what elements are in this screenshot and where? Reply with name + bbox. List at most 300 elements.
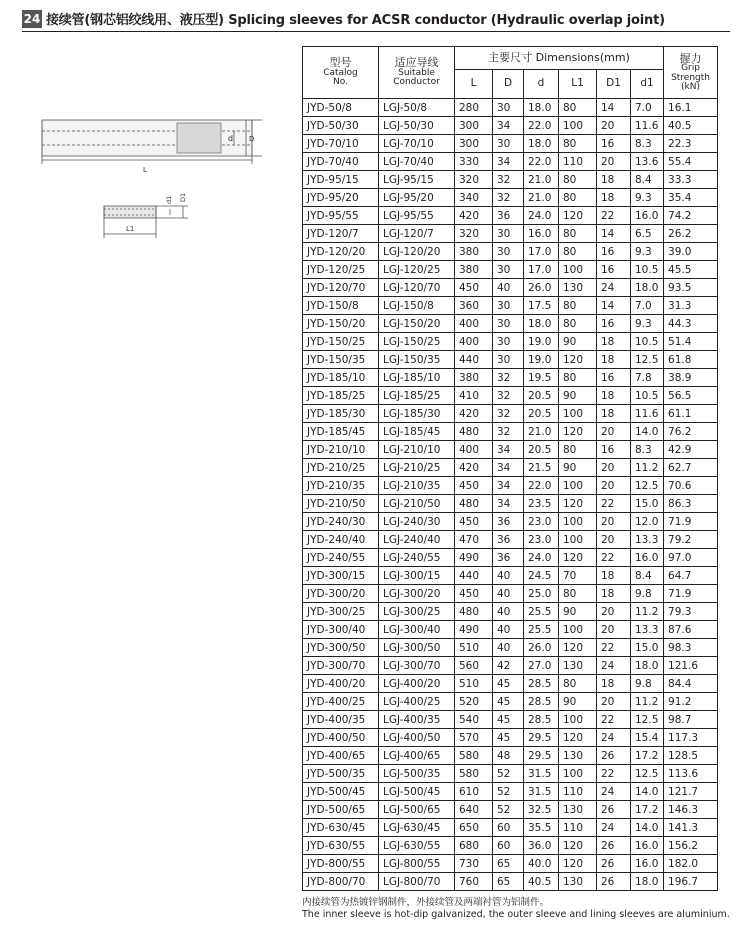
table-cell: 18 — [597, 585, 631, 603]
table-cell: 480 — [455, 495, 493, 513]
table-cell: 10.5 — [631, 387, 664, 405]
table-cell: 540 — [455, 711, 493, 729]
table-cell: 52 — [493, 783, 524, 801]
table-cell: 91.2 — [664, 693, 718, 711]
table-cell: JYD-50/8 — [303, 99, 379, 117]
table-cell: 61.1 — [664, 405, 718, 423]
table-cell: 22 — [597, 765, 631, 783]
table-row — [303, 351, 718, 369]
table-row — [303, 531, 718, 549]
table-cell: 14.0 — [631, 819, 664, 837]
table-cell: 110 — [559, 153, 597, 171]
table-cell: LGJ-50/8 — [379, 99, 455, 117]
table-cell: 9.3 — [631, 243, 664, 261]
table-row — [303, 783, 718, 801]
table-cell: LGJ-210/50 — [379, 495, 455, 513]
table-cell: 450 — [455, 585, 493, 603]
table-cell: LGJ-210/25 — [379, 459, 455, 477]
table-cell: 490 — [455, 621, 493, 639]
table-cell: 24.0 — [524, 207, 559, 225]
table-cell: 70.6 — [664, 477, 718, 495]
table-cell: LGJ-300/40 — [379, 621, 455, 639]
table-row — [303, 135, 718, 153]
table-cell: LGJ-400/65 — [379, 747, 455, 765]
table-cell: 90 — [559, 333, 597, 351]
header-catalog: 型号 Catalog No. — [303, 47, 379, 99]
table-row — [303, 765, 718, 783]
table-cell: 16.0 — [631, 549, 664, 567]
table-cell: 18 — [597, 387, 631, 405]
table-cell: 80 — [559, 171, 597, 189]
table-cell: 16 — [597, 315, 631, 333]
table-cell: 35.4 — [664, 189, 718, 207]
table-cell: 7.0 — [631, 297, 664, 315]
table-cell: 40 — [493, 279, 524, 297]
table-cell: 16.0 — [631, 855, 664, 873]
table-cell: LGJ-800/70 — [379, 873, 455, 891]
table-row — [303, 333, 718, 351]
table-cell: JYD-300/15 — [303, 567, 379, 585]
table-cell: 9.3 — [631, 189, 664, 207]
section-title: 接续管(钢芯铝绞线用、液压型) Splicing sleeves for ACSR conductor (Hydraulic overlap joint) — [46, 13, 665, 28]
table-cell: 26.0 — [524, 639, 559, 657]
table-cell: 520 — [455, 693, 493, 711]
table-cell: 20 — [597, 621, 631, 639]
table-row — [303, 693, 718, 711]
section-header — [22, 9, 665, 28]
table-cell: 320 — [455, 171, 493, 189]
table-cell: JYD-500/65 — [303, 801, 379, 819]
table-row — [303, 729, 718, 747]
table-cell: 380 — [455, 369, 493, 387]
table-cell: 25.5 — [524, 621, 559, 639]
table-cell: 8.4 — [631, 567, 664, 585]
table-cell: 680 — [455, 837, 493, 855]
table-row — [303, 189, 718, 207]
table-cell: LGJ-240/30 — [379, 513, 455, 531]
table-cell: 22.0 — [524, 477, 559, 495]
table-cell: 19.5 — [524, 369, 559, 387]
table-cell: 100 — [559, 405, 597, 423]
table-cell: 30 — [493, 315, 524, 333]
table-cell: 640 — [455, 801, 493, 819]
table-cell: JYD-400/35 — [303, 711, 379, 729]
table-cell: 21.0 — [524, 171, 559, 189]
table-cell: 24.5 — [524, 567, 559, 585]
table-cell: 19.0 — [524, 351, 559, 369]
table-cell: LGJ-500/65 — [379, 801, 455, 819]
table-cell: JYD-95/20 — [303, 189, 379, 207]
table-row — [303, 117, 718, 135]
table-cell: 60 — [493, 837, 524, 855]
table-cell: 117.3 — [664, 729, 718, 747]
table-row — [303, 171, 718, 189]
table-cell: JYD-240/30 — [303, 513, 379, 531]
table-cell: 31.5 — [524, 765, 559, 783]
dim-label-L1: L1 — [126, 225, 135, 233]
table-cell: 320 — [455, 225, 493, 243]
table-cell: JYD-185/25 — [303, 387, 379, 405]
table-cell: 11.6 — [631, 405, 664, 423]
table-cell: 24 — [597, 279, 631, 297]
table-cell: 65 — [493, 855, 524, 873]
table-cell: 10.5 — [631, 333, 664, 351]
table-cell: 20.5 — [524, 405, 559, 423]
table-cell: 70 — [559, 567, 597, 585]
table-cell: 26 — [597, 873, 631, 891]
table-cell: 20 — [597, 513, 631, 531]
table-cell: 52 — [493, 765, 524, 783]
table-cell: 11.2 — [631, 693, 664, 711]
table-cell: LGJ-400/20 — [379, 675, 455, 693]
table-cell: LGJ-400/50 — [379, 729, 455, 747]
table-cell: 18.0 — [524, 99, 559, 117]
table-cell: JYD-300/50 — [303, 639, 379, 657]
table-cell: 420 — [455, 459, 493, 477]
table-cell: 24.0 — [524, 549, 559, 567]
table-cell: 90 — [559, 603, 597, 621]
table-cell: 20 — [597, 477, 631, 495]
table-cell: 13.3 — [631, 621, 664, 639]
table-row — [303, 549, 718, 567]
table-row — [303, 99, 718, 117]
table-cell: 22 — [597, 495, 631, 513]
table-cell: JYD-70/40 — [303, 153, 379, 171]
table-cell: 510 — [455, 639, 493, 657]
table-cell: LGJ-300/15 — [379, 567, 455, 585]
table-cell: LGJ-185/45 — [379, 423, 455, 441]
table-cell: JYD-400/20 — [303, 675, 379, 693]
table-cell: 15.4 — [631, 729, 664, 747]
table-cell: 36 — [493, 549, 524, 567]
table-cell: 130 — [559, 873, 597, 891]
table-cell: 6.5 — [631, 225, 664, 243]
table-row — [303, 441, 718, 459]
table-cell: 182.0 — [664, 855, 718, 873]
table-cell: 18 — [597, 567, 631, 585]
table-cell: 440 — [455, 567, 493, 585]
table-cell: 16.0 — [631, 207, 664, 225]
table-cell: JYD-185/10 — [303, 369, 379, 387]
table-cell: 120 — [559, 207, 597, 225]
header-dimensions: 主要尺寸 Dimensions(mm) — [455, 47, 664, 70]
table-cell: 120 — [559, 639, 597, 657]
table-cell: 60 — [493, 819, 524, 837]
table-cell: 34 — [493, 153, 524, 171]
table-cell: 9.3 — [631, 315, 664, 333]
table-cell: 730 — [455, 855, 493, 873]
table-cell: 760 — [455, 873, 493, 891]
table-cell: JYD-240/40 — [303, 531, 379, 549]
table-cell: 128.5 — [664, 747, 718, 765]
spec-table-body — [303, 99, 718, 891]
table-cell: 98.3 — [664, 639, 718, 657]
table-cell: 18.0 — [524, 315, 559, 333]
table-cell: 26 — [597, 747, 631, 765]
table-cell: 26 — [597, 837, 631, 855]
table-cell: 80 — [559, 297, 597, 315]
table-cell: 80 — [559, 675, 597, 693]
table-cell: 420 — [455, 207, 493, 225]
table-cell: 32 — [493, 171, 524, 189]
table-cell: 40.0 — [524, 855, 559, 873]
table-row — [303, 639, 718, 657]
table-cell: 120 — [559, 855, 597, 873]
table-cell: 90 — [559, 459, 597, 477]
table-cell: 32 — [493, 369, 524, 387]
table-cell: 71.9 — [664, 585, 718, 603]
table-cell: 26.2 — [664, 225, 718, 243]
table-cell: 71.9 — [664, 513, 718, 531]
table-cell: JYD-120/25 — [303, 261, 379, 279]
table-cell: 120 — [559, 351, 597, 369]
table-cell: 32.5 — [524, 801, 559, 819]
table-cell: 80 — [559, 225, 597, 243]
table-cell: LGJ-300/25 — [379, 603, 455, 621]
table-cell: 100 — [559, 765, 597, 783]
table-cell: 25.5 — [524, 603, 559, 621]
table-cell: JYD-150/20 — [303, 315, 379, 333]
table-cell: 30 — [493, 297, 524, 315]
table-cell: 56.5 — [664, 387, 718, 405]
table-cell: JYD-120/70 — [303, 279, 379, 297]
table-cell: 11.2 — [631, 459, 664, 477]
footnote — [302, 897, 730, 921]
table-cell: JYD-400/50 — [303, 729, 379, 747]
table-cell: 86.3 — [664, 495, 718, 513]
table-row — [303, 459, 718, 477]
table-cell: 100 — [559, 261, 597, 279]
table-cell: 380 — [455, 261, 493, 279]
title-divider — [22, 31, 730, 32]
table-cell: 20 — [597, 603, 631, 621]
table-cell: 24 — [597, 819, 631, 837]
table-cell: 580 — [455, 765, 493, 783]
table-cell: 410 — [455, 387, 493, 405]
table-cell: 32 — [493, 423, 524, 441]
table-cell: LGJ-240/55 — [379, 549, 455, 567]
header-d: d — [524, 70, 559, 99]
table-cell: 300 — [455, 117, 493, 135]
table-cell: LGJ-300/20 — [379, 585, 455, 603]
table-cell: 18.0 — [631, 279, 664, 297]
table-cell: JYD-210/50 — [303, 495, 379, 513]
table-cell: JYD-210/35 — [303, 477, 379, 495]
table-cell: 39.0 — [664, 243, 718, 261]
table-row — [303, 387, 718, 405]
table-cell: LGJ-120/25 — [379, 261, 455, 279]
table-cell: 110 — [559, 783, 597, 801]
table-cell: LGJ-500/45 — [379, 783, 455, 801]
table-row — [303, 153, 718, 171]
table-cell: 11.6 — [631, 117, 664, 135]
section-number-badge: 24 — [23, 11, 41, 26]
table-cell: 570 — [455, 729, 493, 747]
table-cell: 42.9 — [664, 441, 718, 459]
table-cell: 10.5 — [631, 261, 664, 279]
table-cell: JYD-185/30 — [303, 405, 379, 423]
table-cell: 55.4 — [664, 153, 718, 171]
table-row — [303, 225, 718, 243]
table-cell: 16 — [597, 135, 631, 153]
table-cell: 13.6 — [631, 153, 664, 171]
table-cell: 64.7 — [664, 567, 718, 585]
table-cell: LGJ-400/25 — [379, 693, 455, 711]
table-cell: 15.0 — [631, 639, 664, 657]
table-cell: LGJ-150/35 — [379, 351, 455, 369]
table-cell: 80 — [559, 585, 597, 603]
table-cell: 22.0 — [524, 153, 559, 171]
dim-label-D: D — [249, 135, 255, 143]
table-cell: 52 — [493, 801, 524, 819]
table-cell: LGJ-630/45 — [379, 819, 455, 837]
inner-sleeve-drawing — [104, 206, 188, 238]
table-cell: 34 — [493, 459, 524, 477]
table-cell: 22 — [597, 549, 631, 567]
table-cell: JYD-300/25 — [303, 603, 379, 621]
table-cell: 26 — [597, 801, 631, 819]
table-cell: 34 — [493, 477, 524, 495]
table-cell: LGJ-185/10 — [379, 369, 455, 387]
table-row — [303, 837, 718, 855]
table-cell: LGJ-150/20 — [379, 315, 455, 333]
table-cell: JYD-210/25 — [303, 459, 379, 477]
table-cell: 146.3 — [664, 801, 718, 819]
table-cell: 28.5 — [524, 711, 559, 729]
table-cell: 30 — [493, 225, 524, 243]
table-cell: 121.7 — [664, 783, 718, 801]
table-cell: LGJ-95/15 — [379, 171, 455, 189]
table-cell: LGJ-185/30 — [379, 405, 455, 423]
table-cell: LGJ-185/25 — [379, 387, 455, 405]
table-cell: 141.3 — [664, 819, 718, 837]
table-cell: 21.0 — [524, 189, 559, 207]
table-cell: 130 — [559, 657, 597, 675]
table-cell: 84.4 — [664, 675, 718, 693]
table-cell: 45 — [493, 675, 524, 693]
table-cell: 14.0 — [631, 423, 664, 441]
table-row — [303, 369, 718, 387]
table-cell: 12.5 — [631, 477, 664, 495]
table-cell: 15.0 — [631, 495, 664, 513]
table-cell: 18 — [597, 405, 631, 423]
table-cell: 18 — [597, 189, 631, 207]
table-cell: 20 — [597, 693, 631, 711]
table-cell: 23.0 — [524, 531, 559, 549]
table-cell: 17.2 — [631, 747, 664, 765]
table-cell: 560 — [455, 657, 493, 675]
table-cell: 12.5 — [631, 711, 664, 729]
table-cell: 80 — [559, 189, 597, 207]
table-cell: 100 — [559, 477, 597, 495]
table-cell: 45 — [493, 711, 524, 729]
table-row — [303, 675, 718, 693]
table-cell: 19.0 — [524, 333, 559, 351]
table-cell: 80 — [559, 243, 597, 261]
table-cell: 18 — [597, 171, 631, 189]
header-L1: L1 — [559, 70, 597, 99]
table-cell: 450 — [455, 513, 493, 531]
header-L: L — [455, 70, 493, 99]
table-cell: 36 — [493, 207, 524, 225]
table-cell: 16 — [597, 369, 631, 387]
table-cell: 87.6 — [664, 621, 718, 639]
table-cell: 30 — [493, 135, 524, 153]
table-cell: 11.2 — [631, 603, 664, 621]
table-cell: LGJ-95/20 — [379, 189, 455, 207]
table-cell: JYD-95/15 — [303, 171, 379, 189]
table-cell: 14 — [597, 99, 631, 117]
table-cell: 20 — [597, 153, 631, 171]
table-cell: 280 — [455, 99, 493, 117]
table-cell: 450 — [455, 477, 493, 495]
table-cell: 22 — [597, 207, 631, 225]
table-row — [303, 405, 718, 423]
table-cell: 79.3 — [664, 603, 718, 621]
footnote-en: The inner sleeve is hot-dip galvanized, the outer sleeve and lining sleeves are aluminium. — [302, 909, 730, 920]
table-cell: LGJ-400/35 — [379, 711, 455, 729]
table-row — [303, 423, 718, 441]
header-D: D — [493, 70, 524, 99]
table-cell: 610 — [455, 783, 493, 801]
table-cell: LGJ-95/55 — [379, 207, 455, 225]
table-cell: 30 — [493, 243, 524, 261]
table-cell: 400 — [455, 315, 493, 333]
table-cell: 16 — [597, 441, 631, 459]
table-cell: 510 — [455, 675, 493, 693]
table-cell: 24 — [597, 729, 631, 747]
table-cell: 22 — [597, 711, 631, 729]
table-row — [303, 711, 718, 729]
table-cell: 16 — [597, 261, 631, 279]
table-cell: 22.3 — [664, 135, 718, 153]
header-d1: d1 — [631, 70, 664, 99]
table-cell: 16.0 — [524, 225, 559, 243]
table-row — [303, 801, 718, 819]
table-cell: 17.5 — [524, 297, 559, 315]
dim-label-d: d — [228, 134, 234, 143]
table-row — [303, 477, 718, 495]
table-cell: 16 — [597, 243, 631, 261]
table-cell: 9.8 — [631, 585, 664, 603]
table-row — [303, 495, 718, 513]
table-cell: 196.7 — [664, 873, 718, 891]
table-cell: 16.0 — [631, 837, 664, 855]
table-cell: 62.7 — [664, 459, 718, 477]
table-cell: 25.0 — [524, 585, 559, 603]
table-cell: LGJ-150/25 — [379, 333, 455, 351]
table-cell: 380 — [455, 243, 493, 261]
table-cell: 16.1 — [664, 99, 718, 117]
table-row — [303, 261, 718, 279]
table-cell: LGJ-630/55 — [379, 837, 455, 855]
table-cell: 14 — [597, 297, 631, 315]
table-cell: 40 — [493, 585, 524, 603]
table-cell: JYD-300/40 — [303, 621, 379, 639]
table-cell: JYD-800/70 — [303, 873, 379, 891]
table-cell: 34 — [493, 117, 524, 135]
table-cell: 450 — [455, 279, 493, 297]
table-cell: 28.5 — [524, 675, 559, 693]
table-row — [303, 279, 718, 297]
table-cell: LGJ-300/70 — [379, 657, 455, 675]
table-cell: 580 — [455, 747, 493, 765]
table-cell: 30 — [493, 261, 524, 279]
table-cell: 7.8 — [631, 369, 664, 387]
table-cell: LGJ-70/40 — [379, 153, 455, 171]
table-cell: 100 — [559, 621, 597, 639]
spec-table — [302, 46, 718, 891]
